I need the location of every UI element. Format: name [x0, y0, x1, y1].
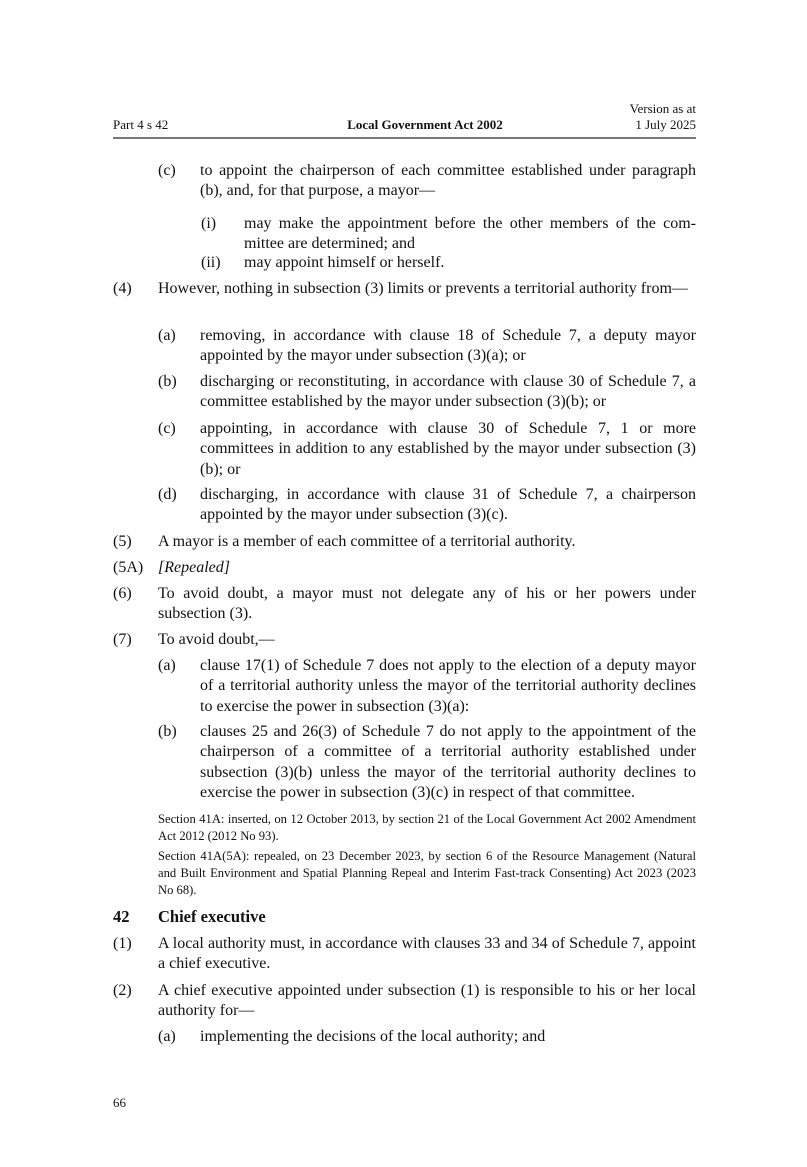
subsection-label: (7): [113, 631, 132, 648]
item-label: (d): [158, 486, 177, 503]
subsection-text: A local authority must, in accordance with clauses 33 and 34 of Schedule 7, appoint a chief executive.: [158, 935, 696, 973]
subsection-label: (5): [113, 533, 132, 550]
version-date: 1 July 2025: [635, 117, 696, 132]
item-text: discharging, in accordance with clause 31 of Schedule 7, a chairperson appointed by the mayor under subsection (3)(c).: [200, 486, 696, 524]
page-number: 66: [113, 1095, 126, 1110]
item-label: (i): [201, 215, 217, 232]
header-rule: [113, 137, 696, 139]
subsection-text: However, nothing in subsection (3) limits or prevents a territorial authority from—: [158, 280, 688, 297]
running-head-title: Local Government Act 2002: [347, 117, 503, 132]
item-text: may appoint himself or herself.: [244, 254, 445, 271]
version-label: Version as at: [629, 101, 696, 116]
section-heading: Chief executive: [158, 907, 266, 926]
item-text: discharging or reconstituting, in accordance with clause 30 of Schedule 7, a committee established by the mayor under subsection (3)(b); or: [200, 373, 696, 411]
subsection-label: (6): [113, 585, 132, 602]
item-text: clauses 25 and 26(3) of Schedule 7 do not apply to the appointment of the chairperson of a committee of a territorial authority established under subsection (3)(b) unless the mayor of the territorial authority declines to exercise the power in subsection (3)(c) in respect of that committee.: [200, 723, 696, 802]
item-text: clause 17(1) of Schedule 7 does not apply to the election of a deputy mayor of a territorial authority unless the mayor of the territorial authority declines to exercise the power in subsection (3)(a):: [200, 657, 696, 715]
item-label: (ii): [201, 254, 221, 271]
item-label: (a): [158, 657, 176, 674]
item-label: (b): [158, 723, 177, 740]
subsection-label: (2): [113, 982, 132, 999]
subsection-text: To avoid doubt, a mayor must not delegate any of his or her powers under subsection (3).: [158, 585, 696, 623]
item-text: implementing the decisions of the local authority; and: [200, 1028, 546, 1045]
section-number: 42: [113, 907, 130, 926]
subsection-text: A chief executive appointed under subsection (1) is responsible to his or her local authority for—: [158, 982, 696, 1020]
item-text: to appoint the chairperson of each committee established under paragraph (b), and, for that purpose, a mayor—: [200, 162, 696, 200]
item-label: (c): [158, 420, 176, 437]
item-label: (a): [158, 327, 176, 344]
subsection-text: [Repealed]: [158, 559, 230, 576]
subsection-label: (5A): [113, 559, 144, 576]
item-text: may make the appointment before the other members of the committee are determined; and: [244, 215, 696, 253]
subsection-text: A mayor is a member of each committee of a territorial authority.: [158, 533, 576, 550]
item-text: appointing, in accordance with clause 30 of Schedule 7, 1 or more committees in addition to any established by the mayor under subsection (3)(b); or: [200, 420, 696, 478]
running-head-part: Part 4 s 42: [113, 117, 169, 132]
item-text: removing, in accordance with clause 18 of Schedule 7, a deputy mayor appointed by the mayor under subsection (3)(a); or: [200, 327, 696, 365]
history-note: Section 41A: inserted, on 12 October 2013, by section 21 of the Local Government Act 2002 Amendment Act 2012 (2012 No 93).: [158, 812, 696, 843]
subsection-label: (4): [113, 280, 132, 297]
subsection-text: To avoid doubt,—: [158, 631, 275, 648]
item-label: (c): [158, 162, 176, 179]
item-label: (b): [158, 373, 177, 390]
item-label: (a): [158, 1028, 176, 1045]
subsection-label: (1): [113, 935, 132, 952]
history-note: Section 41A(5A): repealed, on 23 December 2023, by section 6 of the Resource Management (Natural and Built Environment and Spatial Planning Repeal and Interim Fast-track Consenting) Act 2023 (2023 No 68).: [158, 849, 696, 897]
